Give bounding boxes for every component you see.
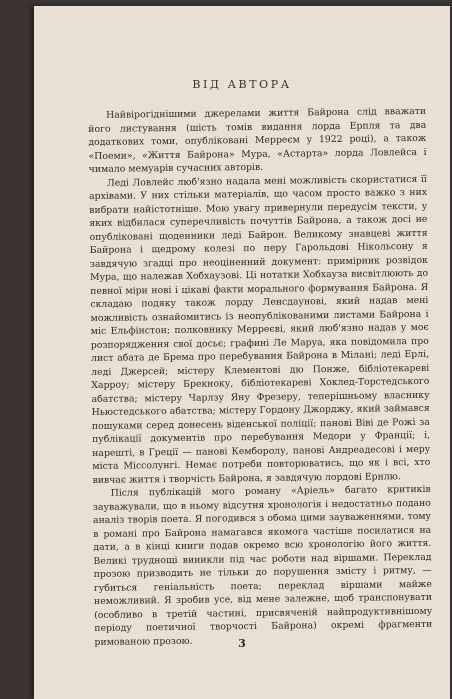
book-page — [34, 6, 450, 699]
paragraph: Після публікацій мого роману «Аріель» багато критиків зауважували, що в ньому відсутня хронологія і недостатньо подано аналіз творів поета. Я погодився з обома цими зауваженнями, тому в романі про Байрона намагався якомога частіше посилатися на дати, а в кінці книги подав окремо всю хронологію його життя. Великі труднощі виникли під час роботи над віршами. Переклад прозою призводить не тільки до порушення змісту і ритму, — губиться геніальність поета; переклад віршами майже неможливий. Я зробив усе, від мене залежне, щоб транспонувати (особливо в третій частині, присвяченій найпродуктивнішому періоду поетичної творчості Байрона) окремі фрагменти римованою прозою. — [92, 483, 433, 648]
page-number: 3 — [238, 637, 246, 650]
paragraph: Леді Ловлейс люб'язно надала мені можливість скористатися її архівами. У них стільки матеріалів, що часом просто важко з них вибрати найістотніше. Мою увагу привернули передусім тексти, у яких відбилася суперечливість почуттів Байрона, а також досі не опубліковані щоденники леді Байрон. Великому знавцеві життя Байрона і щедрому колезі по перу Гарольдові Нікольсону я завдячую згадці про неоціненний документ: примірник розвідок Мура, що належав Хобхаузові. Ці нотатки Хобхауза висвітлюють до певної міри нові і цікаві факти морального формування Байрона. Я складаю подяку також лорду Ленсдауновi, який надав мені можливість ознайомитись із неопублікованими листами Байрона і міс Ельфінстон; полковнику Мерреєві, який люб'язно надав у моє розпорядження свої досьє; графині Ле Маруа, яка повідомила про лист абата де Брема про перебування Байрона в Мілані; леді Ерлі, леді Джерсей; містеру Клементові дю Понже, бібліотекареві Харроу; містеру Брекноку, бібліотекареві Хоклед-Торстедського абатства; містеру Чарлзу Яну Фрезеру, теперішньому власнику Ньюстедського абатства; містеру Гордону Джорджу, який займався пошуками серед донесень віденської поліції; панові Віві де Рожі за публікації документів про перебування Медори у Франції; і, нарешті, в Греції — панові Кемборолу, панові Андреадесові і меру міста Міссолунгі. Немає потреби повторюватись, що як і всі, хто вивчає життя і творчість Байрона, я завдячую лордові Ернлю. — [89, 173, 431, 486]
body-text — [88, 105, 433, 649]
paragraph: Найвірогіднішими джерелами життя Байрона слід вважати його листування (шість томів видання лорда Ерпля та два додаткових томи, опубліковані Мерреєм у 1922 році), а також «Поеми», «Життя Байрона» Мура, «Астарта» лорда Ловлейса і чимало мемуарів сучасних авторів. — [88, 105, 427, 175]
page-heading: ВІД АВТОРА — [192, 78, 292, 91]
